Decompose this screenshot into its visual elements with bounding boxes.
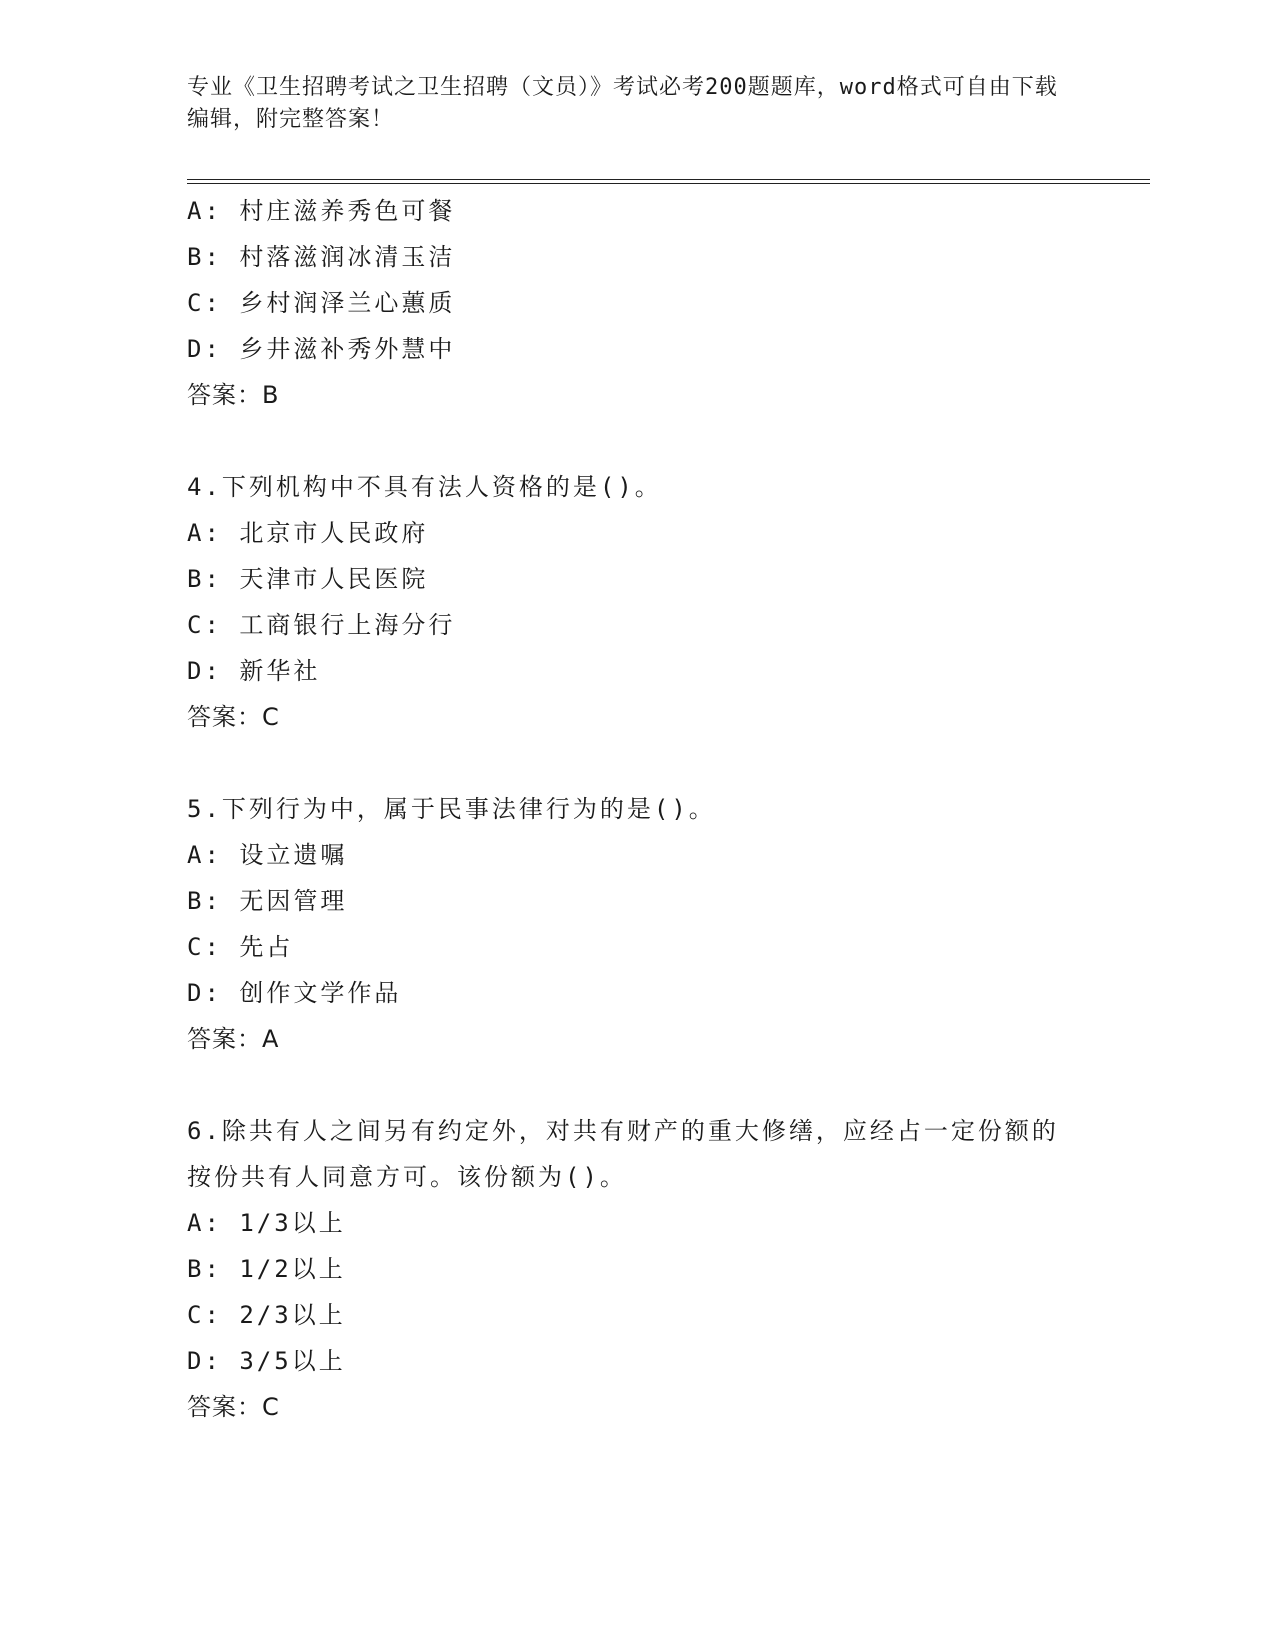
- option-a: A: 1/3以上: [187, 1209, 346, 1237]
- question-block-5: [187, 786, 1087, 1062]
- answer-label: 答案：C: [187, 1393, 280, 1421]
- answer-label: 答案：C: [187, 703, 280, 731]
- option-d: D: 新华社: [187, 657, 321, 685]
- document-header: 专业《卫生招聘考试之卫生招聘（文员）》考试必考200题题库，word格式可自由下载编辑，附完整答案！: [187, 75, 1058, 132]
- option-a: A: 村庄滋养秀色可餐: [187, 197, 456, 225]
- option-d: D: 3/5以上: [187, 1347, 346, 1375]
- option-c: C: 乡村润泽兰心蕙质: [187, 289, 456, 317]
- header-divider-bottom: [187, 183, 1150, 184]
- answer-label: 答案：A: [187, 1025, 280, 1053]
- option-c: C: 先占: [187, 933, 294, 961]
- question-list: [187, 188, 1087, 1430]
- question-text: 4.下列机构中不具有法人资格的是()。: [187, 473, 662, 501]
- option-a: A: 设立遗嘱: [187, 841, 348, 869]
- option-a: A: 北京市人民政府: [187, 519, 429, 547]
- option-b: B: 1/2以上: [187, 1255, 346, 1283]
- option-b: B: 无因管理: [187, 887, 348, 915]
- option-c: C: 工商银行上海分行: [187, 611, 456, 639]
- question-block-3: [187, 188, 1087, 418]
- option-b: B: 天津市人民医院: [187, 565, 429, 593]
- question-text: 6.除共有人之间另有约定外，对共有财产的重大修缮，应经占一定份额的按份共有人同意方可。该份额为()。: [187, 1117, 1059, 1191]
- option-b: B: 村落滋润冰清玉洁: [187, 243, 456, 271]
- question-text: 5.下列行为中，属于民事法律行为的是()。: [187, 795, 716, 823]
- question-block-4: [187, 464, 1087, 740]
- option-c: C: 2/3以上: [187, 1301, 346, 1329]
- answer-label: 答案：B: [187, 381, 280, 409]
- option-d: D: 创作文学作品: [187, 979, 402, 1007]
- option-d: D: 乡井滋补秀外慧中: [187, 335, 456, 363]
- header-divider-top: [187, 179, 1150, 180]
- question-block-6: [187, 1108, 1087, 1430]
